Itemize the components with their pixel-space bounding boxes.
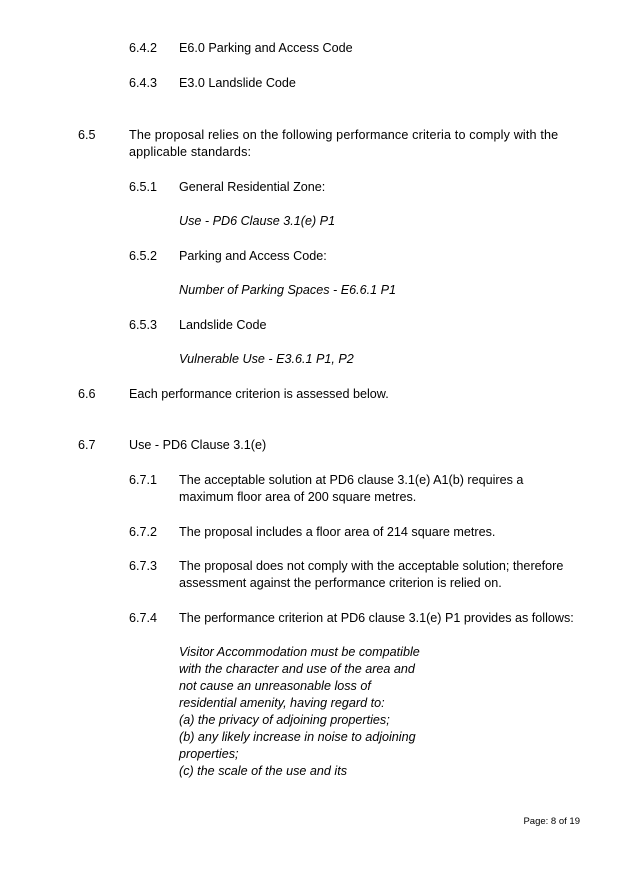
clause-number: 6.5.3 [129,318,158,332]
quote-line: properties; [179,747,239,761]
quote-line: (a) the privacy of adjoining properties; [179,713,390,727]
clause-text: The acceptable solution at PD6 clause 3.1(e) A1(b) requires a maximum floor area of 200 square metres. [179,473,524,504]
clause-text: The proposal includes a floor area of 214 square metres. [179,525,496,539]
clause-number: 6.7.3 [129,559,158,573]
criterion-reference: Vulnerable Use - E3.6.1 P1, P2 [179,352,354,366]
criterion-reference: Use - PD6 Clause 3.1(e) P1 [179,214,336,228]
quote-line: (b) any likely increase in noise to adjoining [179,730,416,744]
clause-text: Parking and Access Code: [179,249,327,263]
section-number: 6.5 [78,128,96,142]
quote-line: Visitor Accommodation must be compatible [179,645,420,659]
clause-number: 6.7.4 [129,611,158,625]
clause-number: 6.4.2 [129,41,158,55]
clause-number: 6.5.2 [129,249,158,263]
criterion-reference: Number of Parking Spaces - E6.6.1 P1 [179,283,397,297]
clause-text: Landslide Code [179,318,267,332]
clause-text: The performance criterion at PD6 clause 3.1(e) P1 provides as follows: [179,611,574,625]
section-heading: Use - PD6 Clause 3.1(e) [129,438,267,452]
section-text: Each performance criterion is assessed below. [129,387,389,401]
page-number: Page: 8 of 19 [523,816,580,827]
clause-number: 6.7.2 [129,525,158,539]
clause-text: General Residential Zone: [179,180,326,194]
clause-text: The proposal does not comply with the acceptable solution; therefore assessment against the performance criterion is relied on. [179,559,564,590]
quoted-criterion [179,644,420,780]
quote-line: with the character and use of the area and [179,662,415,676]
clause-text: E3.0 Landslide Code [179,76,296,90]
clause-number: 6.4.3 [129,76,158,90]
quote-line: residential amenity, having regard to: [179,696,385,710]
clause-number: 6.7.1 [129,473,158,487]
clause-number: 6.5.1 [129,180,158,194]
section-number: 6.7 [78,438,96,452]
quote-line: (c) the scale of the use and its [179,764,348,778]
quote-line: not cause an unreasonable loss of [179,679,371,693]
section-number: 6.6 [78,387,96,401]
clause-text: E6.0 Parking and Access Code [179,41,353,55]
section-text: The proposal relies on the following performance criteria to comply with the applicable standards: [129,128,559,159]
